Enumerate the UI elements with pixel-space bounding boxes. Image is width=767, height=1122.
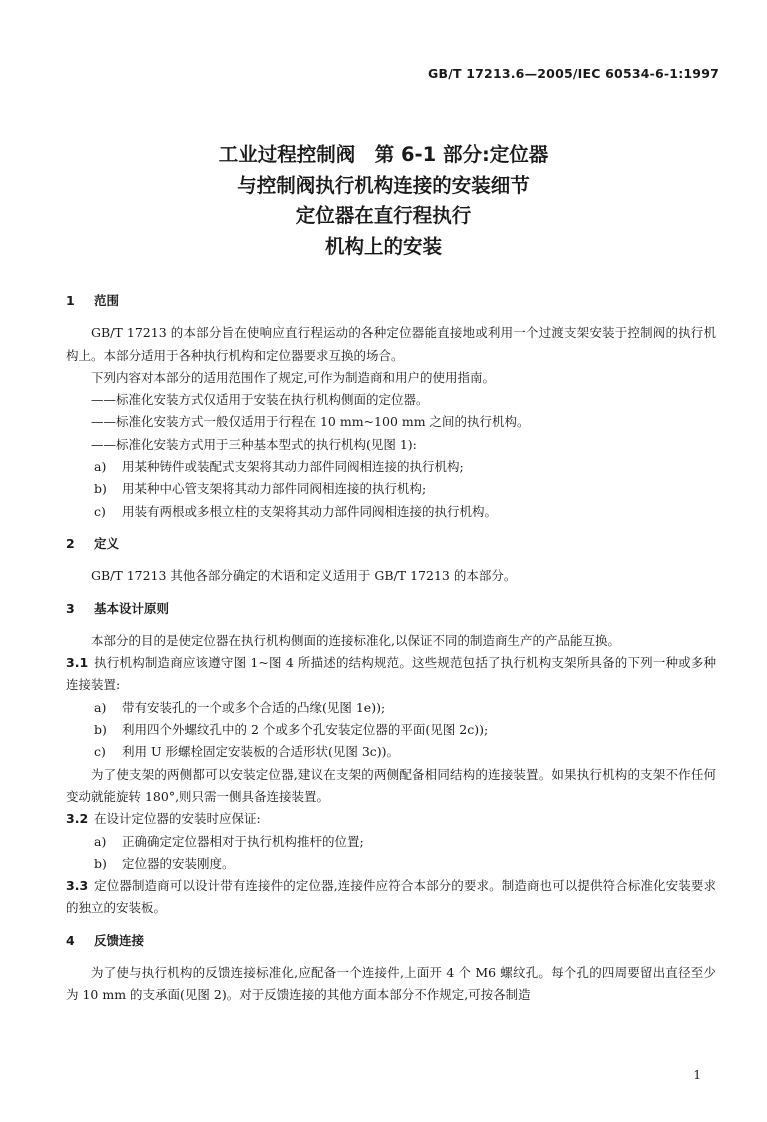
clause	[66, 875, 716, 920]
clause-number: 3.3	[66, 878, 89, 894]
list-label: c)	[94, 744, 106, 760]
list-item	[66, 853, 716, 875]
clause-text: 定位器制造商可以设计带有连接件的定位器,连接件应符合本部分的要求。制造商也可以提供符合标准化安装要求的独立的安装板。	[66, 878, 716, 916]
paragraph: 本部分的目的是使定位器在执行机构侧面的连接标准化,以保证不同的制造商生产的产品能互换。	[91, 632, 620, 648]
title-line-4: 机构上的安装	[324, 234, 442, 258]
list-item	[66, 456, 716, 478]
section-number: 4	[66, 932, 75, 948]
clause-number: 3.1	[66, 655, 89, 671]
section-number: 1	[66, 293, 75, 308]
list-item	[66, 478, 716, 500]
paragraph: 下列内容对本部分的适用范围作了规定,可作为制造商和用户的使用指南。	[91, 369, 495, 385]
clause-text: 在设计定位器的安装时应保证:	[94, 811, 261, 827]
section-title: 基本设计原则	[94, 600, 170, 616]
list-label: b)	[94, 481, 107, 497]
list-item	[66, 501, 716, 523]
list-text: 用某种中心管支架将其动力部件同阀相连接的执行机构;	[122, 481, 427, 497]
section-heading-feedback-connection	[66, 930, 716, 952]
list-text: 用装有两根或多根立柱的支架将其动力部件同阀相连接的执行机构。	[122, 503, 498, 519]
paragraph: 为了使支架的两侧都可以安装定位器,建议在支架的两侧配备相同结构的连接装置。如果执行机构的支架不作任何变动就能旋转 180°,则只需一侧具备连接装置。	[66, 766, 716, 804]
list-text: 定位器的安装刚度。	[122, 855, 235, 871]
clause-text: 执行机构制造商应该遵守图 1~图 4 所描述的结构规范。这些规范包括了执行机构支架所具备的下列一种或多种连接装置:	[66, 655, 716, 693]
list-text: 带有安装孔的一个或多个合适的凸缘(见图 1e));	[122, 699, 386, 715]
paragraph: GB/T 17213 其他各部分确定的术语和定义适用于 GB/T 17213 的本部分。	[91, 568, 517, 584]
section-heading-design-principles	[66, 598, 716, 620]
section-number: 3	[66, 600, 75, 616]
dash-item: ——标准化安装方式一般仅适用于行程在 10 mm~100 mm 之间的执行机构。	[91, 414, 530, 430]
paragraph: 为了使与执行机构的反馈连接标准化,应配备一个连接件,上面开 4 个 M6 螺纹孔。每个孔的四周要留出直径至少为 10 mm 的支承面(见图 2)。对于反馈连接的其他方面本部分不作规定,可按各制造	[66, 965, 716, 1003]
title-line-3: 定位器在直行程执行	[295, 204, 472, 227]
document-body	[66, 290, 716, 1007]
clause	[66, 652, 716, 697]
list-text: 用某种铸件或装配式支架将其动力部件同阀相连接的执行机构;	[122, 459, 464, 475]
section-title: 反馈连接	[94, 932, 145, 948]
list-text: 正确确定定位器相对于执行机构推杆的位置;	[122, 833, 364, 849]
section-heading-definitions	[66, 533, 716, 555]
title-line-1: 工业过程控制阀 第 6-1 部分:定位器	[218, 143, 549, 166]
list-item	[66, 719, 716, 741]
section-number: 2	[66, 535, 75, 551]
list-label: b)	[94, 855, 107, 871]
list-label: a)	[94, 699, 107, 715]
section-title: 定义	[94, 535, 120, 551]
list-label: a)	[94, 833, 107, 849]
section-heading-scope	[66, 290, 716, 312]
clause-number: 3.2	[66, 811, 89, 827]
list-text: 利用 U 形螺栓固定安装板的合适形状(见图 3c))。	[122, 744, 400, 760]
page-number: 1	[693, 1068, 701, 1082]
paragraph: GB/T 17213 的本部分旨在使响应直行程运动的各种定位器能直接地或利用一个过渡支架安装于控制阀的执行机构上。本部分适用于各种执行机构和定位器要求互换的场合。	[66, 325, 716, 363]
section-title: 范围	[94, 293, 120, 308]
title-line-2: 与控制阀执行机构连接的安装细节	[237, 173, 530, 197]
list-label: a)	[94, 459, 107, 475]
list-item	[66, 741, 716, 763]
dash-item: ——标准化安装方式用于三种基本型式的执行机构(见图 1):	[91, 436, 417, 452]
clause	[66, 808, 716, 830]
list-item	[66, 831, 716, 853]
document-title	[0, 140, 767, 262]
dash-item: ——标准化安装方式仅适用于安装在执行机构侧面的定位器。	[91, 392, 429, 408]
list-text: 利用四个外螺纹孔中的 2 个或多个孔安装定位器的平面(见图 2c));	[122, 722, 489, 738]
standard-number: GB/T 17213.6—2005/IEC 60534-6-1:1997	[428, 66, 719, 81]
list-item	[66, 697, 716, 719]
list-label: b)	[94, 722, 107, 738]
list-label: c)	[94, 503, 106, 519]
